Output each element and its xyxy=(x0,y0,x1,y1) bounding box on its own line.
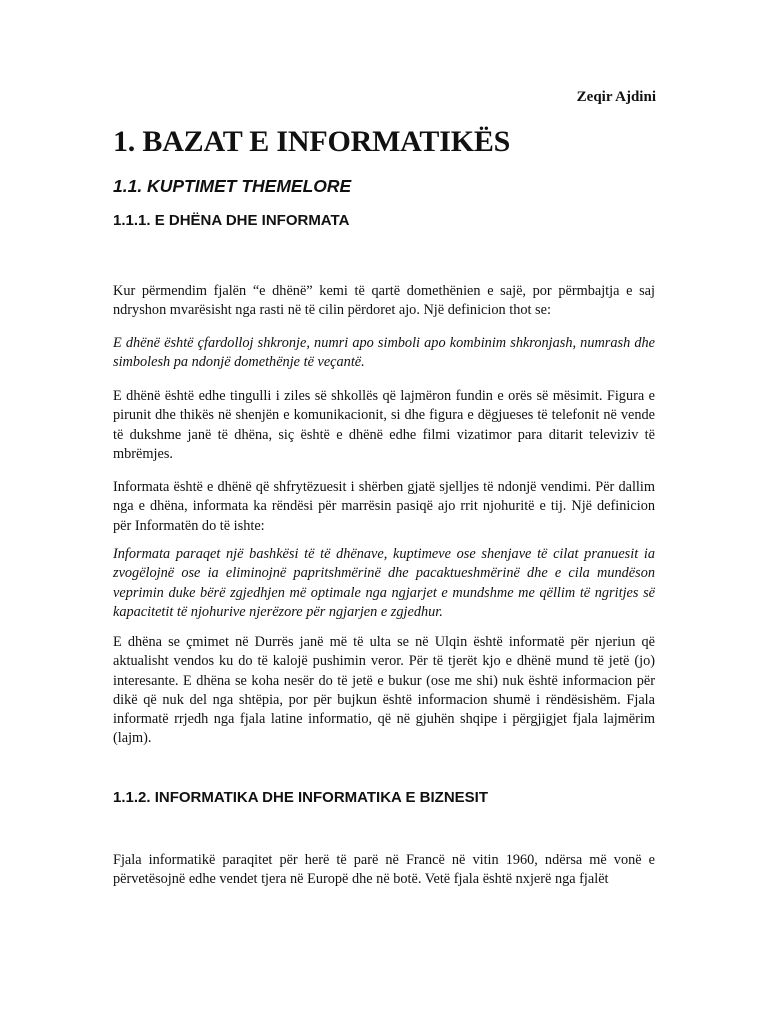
author-name: Zeqir Ajdini xyxy=(576,89,656,105)
paragraph-informatike-origin: Fjala informatikë paraqitet për herë të parë në Francë në vitin 1960, ndërsa më vonë e përvetësojnë edhe vendet tjera në Europë dhe në botë. Vetë fjala është nxjerë nga fjalët xyxy=(113,852,655,888)
chapter-title: 1. BAZAT E INFORMATIKËS xyxy=(113,125,511,158)
paragraph-informata: Informata është e dhënë që shfrytëzuesit i shërben gjatë sjelljes të ndonjë vendimi. Për dallim nga e dhëna, informata ka rëndësi për marrësin pasiqë ajo rrit njohuritë e tij. Një definicion për Informatën do të ishte: xyxy=(113,479,655,534)
paragraph-intro: Kur përmendim fjalën “e dhënë” kemi të qartë domethënien e sajë, por përmbajtja e saj ndryshon mvarësisht nga rasti në të cilin përdoret ajo. Një definicion thot se: xyxy=(113,283,655,319)
paragraph-examples: E dhënë është edhe tingulli i ziles së shkollës që lajmëron fundin e orës së mësimit. Figura e pirunit dhe thikës në shenjën e komunikacionit, si dhe figura e dëgjueses të telefonit në vende të dukshme janë të dhëna, siç është e dhënë edhe filmi vizatimor para ditarit televiziv të mbrëmjes. xyxy=(113,388,655,462)
section-heading-kuptimet: 1.1. KUPTIMET THEMELORE xyxy=(113,176,352,196)
subsection-heading-e-dhena: 1.1.1. E DHËNA DHE INFORMATA xyxy=(113,212,350,229)
subsection-heading-informatika: 1.1.2. INFORMATIKA DHE INFORMATIKA E BIZNESIT xyxy=(113,789,489,806)
paragraph-durres-example: E dhëna se çmimet në Durrës janë më të ulta se në Ulqin është informatë për njeriun që aktualisht vendos ku do të kalojë pushimin veror. Për të tjerët kjo e dhënë mund të jetë (jo) interesante. E dhëna se koha nesër do të jetë e bukur (ose me shi) nuk është informacion për dikë që nuk del nga shtëpia, por për bujkun është informacion shumë i rëndësishëm. Fjala informatë rrjedh nga fjala latine informatio, që në gjuhën shqipe i përgjigjet fjala lajmërim (lajm). xyxy=(113,634,655,747)
definition-e-dhene: E dhënë është çfardolloj shkronje, numri apo simboli apo kombinim shkronjash, numrash dhe simbolesh pa ndonjë domethënje të veçantë. xyxy=(113,335,655,371)
definition-informata: Informata paraqet një bashkësi të të dhënave, kuptimeve ose shenjave të cilat pranuesit ia zvogëlojnë ose ia eliminojnë papritshmërinë dhe pacaktueshmërinë dhe e cila mundëson veprimin duke bërë zgjedhjen më optimale nga ngjarjet e mundshme me qëllim të ngritjes së kapacitetit të njohurive njerëzore për ngjarjen e zgjedhur. xyxy=(113,546,655,620)
